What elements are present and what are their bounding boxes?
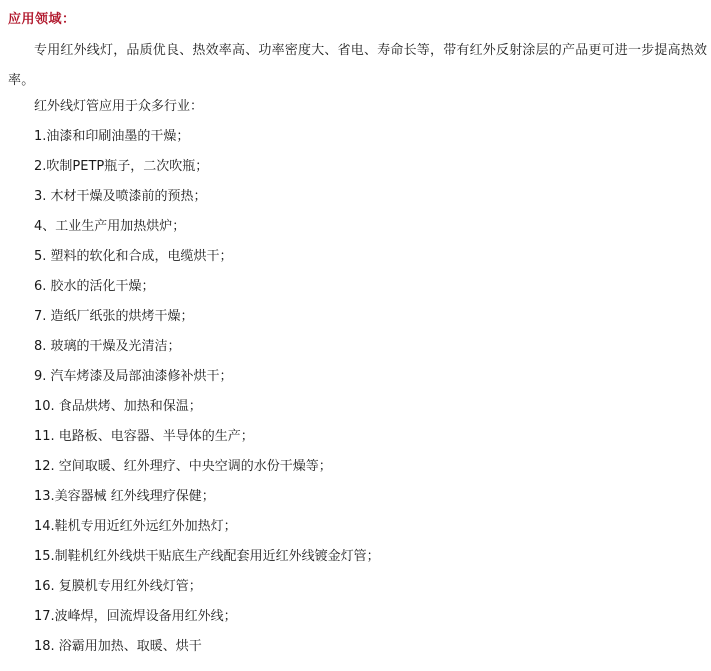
list-item: 9. 汽车烤漆及局部油漆修补烘干； [34,369,233,384]
list-item: 4、工业生产用加热烘炉； [34,219,186,234]
list-item: 8. 玻璃的干燥及光清洁； [34,339,181,354]
list-item: 15.制鞋机红外线烘干贴底生产线配套用近红外线镀金灯管； [34,549,380,564]
list-item: 3. 木材干燥及喷漆前的预热； [34,189,207,204]
list-item: 16. 复膜机专用红外线灯管； [34,579,202,594]
list-item: 10. 食品烘烤、加热和保温； [34,399,202,414]
list-item: 13.美容器械 红外线理疗保健； [34,489,215,504]
list-item: 2.吹制PETP瓶子，二次吹瓶； [34,159,209,174]
applications-subheading: 红外线灯管应用于众多行业： [34,99,204,114]
list-item: 11. 电路板、电容器、半导体的生产； [34,429,254,444]
section-heading: 应用领域： [8,12,76,27]
list-item: 6. 胶水的活化干燥； [34,279,155,294]
list-item: 17.波峰焊，回流焊设备用红外线； [34,609,237,624]
list-item: 5. 塑料的软化和合成，电缆烘干； [34,249,233,264]
list-item: 14.鞋机专用近红外远红外加热灯； [34,519,237,534]
list-item: 12. 空间取暖、红外理疗、中央空调的水份干燥等； [34,459,332,474]
intro-paragraph: 专用红外线灯，品质优良、热效率高、功率密度大、省电、寿命长等，带有红外反射涂层的产品更可进一步提高热效率。 [8,43,708,88]
list-item: 18. 浴霸用加热、取暖、烘干 [34,639,202,654]
application-list [34,127,380,667]
list-item: 1.油漆和印刷油墨的干燥； [34,129,190,144]
list-item: 7. 造纸厂纸张的烘烤干燥； [34,309,194,324]
